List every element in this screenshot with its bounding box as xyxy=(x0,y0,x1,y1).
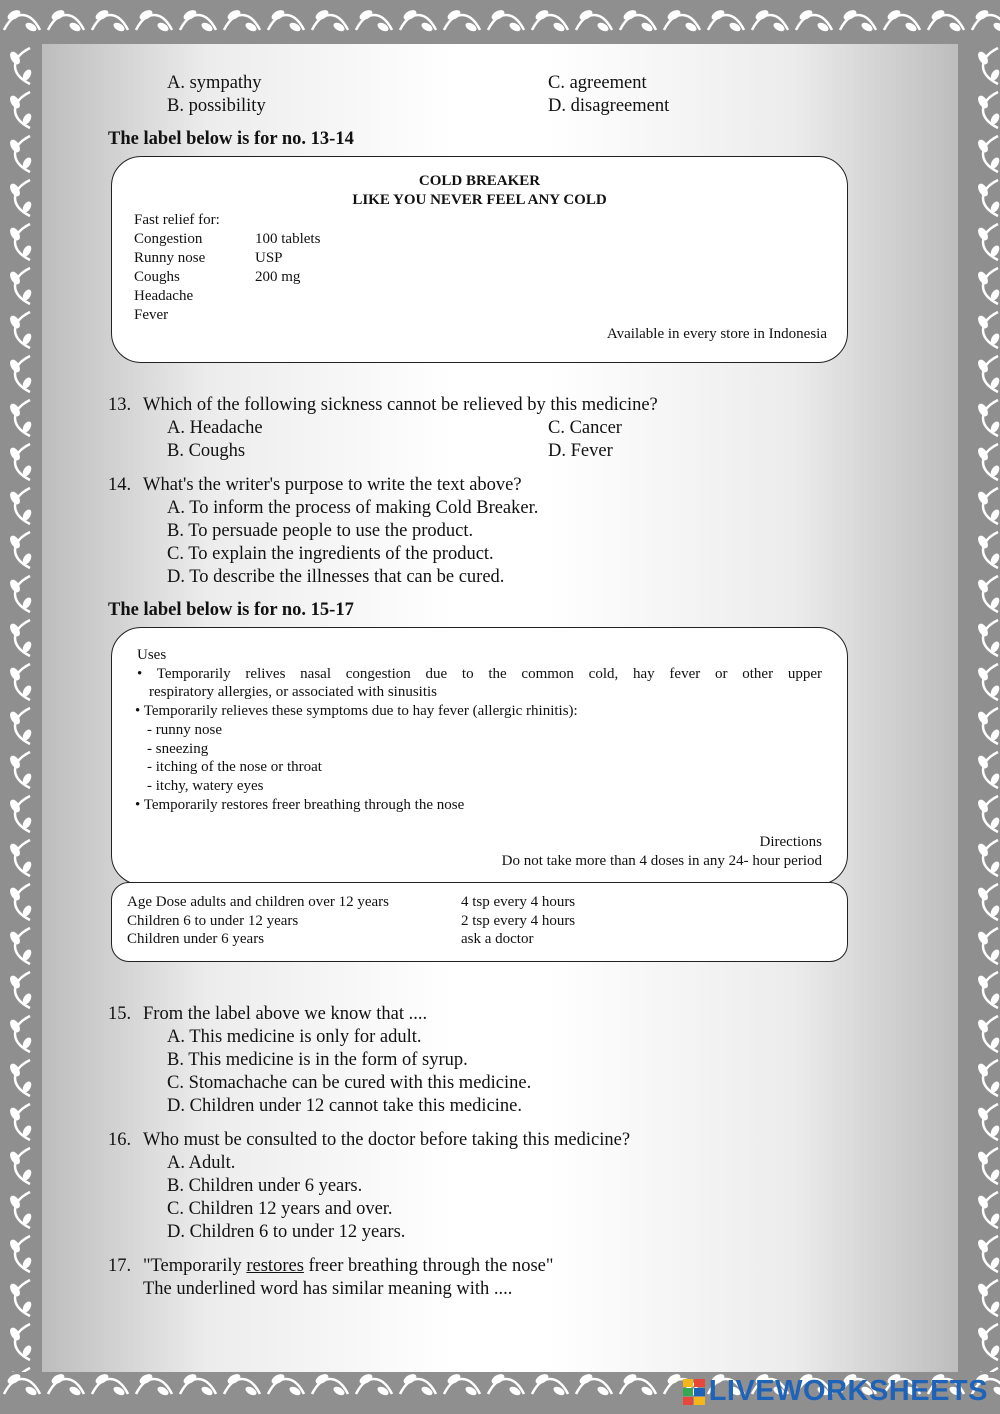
q14-option-a[interactable]: A. To inform the process of making Cold Breaker. xyxy=(167,498,539,518)
use-item: • Temporarily relives nasal congestion due to the common cold, hay fever or other upper xyxy=(137,666,822,682)
q15-option-c[interactable]: C. Stomachache can be cured with this medicine. xyxy=(167,1073,532,1093)
uses-title: Uses xyxy=(137,647,167,663)
directions-title: Directions xyxy=(759,834,822,850)
question-number: 15. xyxy=(108,1004,132,1024)
q15-option-a[interactable]: A. This medicine is only for adult. xyxy=(167,1027,422,1047)
watermark-text: LIVEWORKSHEETS xyxy=(708,1375,988,1407)
label-title: COLD BREAKER xyxy=(418,173,541,189)
liveworksheets-logo xyxy=(683,1375,988,1408)
question-number: 17. xyxy=(108,1256,132,1276)
question-number: 14. xyxy=(108,475,132,495)
question-14-text: What's the writer's purpose to write the text above? xyxy=(143,475,522,495)
underlined-word: restores xyxy=(246,1256,304,1276)
label-slogan: LIKE YOU NEVER FEEL ANY COLD xyxy=(352,192,607,208)
product-detail: USP xyxy=(255,250,283,266)
symptom-subitem: - runny nose xyxy=(147,722,222,738)
q13-option-b[interactable]: B. Coughs xyxy=(167,441,246,461)
product-detail: 100 tablets xyxy=(255,231,321,247)
quote-start: "Temporarily xyxy=(143,1256,247,1276)
medicine-uses-label xyxy=(111,627,848,885)
dosage-table xyxy=(111,882,848,962)
dosage-amount: 4 tsp every 4 hours xyxy=(461,894,576,910)
symptom-subitem: - sneezing xyxy=(147,741,209,757)
label-intro: Fast relief for: xyxy=(134,212,220,228)
q13-option-d[interactable]: D. Fever xyxy=(548,441,613,461)
dosage-group: Children 6 to under 12 years xyxy=(127,913,299,929)
q13-option-a[interactable]: A. Headache xyxy=(167,418,263,438)
directions-text: Do not take more than 4 doses in any 24- hour period xyxy=(501,853,822,869)
liveworksheets-logo-icon xyxy=(683,1379,705,1405)
q16-option-d[interactable]: D. Children 6 to under 12 years. xyxy=(167,1222,406,1242)
symptom-subitem: - itchy, watery eyes xyxy=(147,778,264,794)
question-16-text: Who must be consulted to the doctor before taking this medicine? xyxy=(143,1130,631,1150)
dosage-group: Children under 6 years xyxy=(127,931,265,947)
product-detail: 200 mg xyxy=(255,269,301,285)
symptom-item: Fever xyxy=(134,307,169,323)
q14-option-c[interactable]: C. To explain the ingredients of the product. xyxy=(167,544,494,564)
symptom-item: Coughs xyxy=(134,269,180,285)
q14-option-b[interactable]: B. To persuade people to use the product. xyxy=(167,521,474,541)
availability-text: Available in every store in Indonesia xyxy=(606,326,827,342)
question-13-text: Which of the following sickness cannot be relieved by this medicine? xyxy=(143,395,658,415)
question-number: 13. xyxy=(108,395,132,415)
dosage-amount: 2 tsp every 4 hours xyxy=(461,913,576,929)
q16-option-a[interactable]: A. Adult. xyxy=(167,1153,236,1173)
option-a[interactable]: A. sympathy xyxy=(167,73,262,93)
dosage-group: Age Dose adults and children over 12 years xyxy=(127,894,390,910)
use-item: • Temporarily restores freer breathing through the nose xyxy=(135,797,465,813)
q16-option-b[interactable]: B. Children under 6 years. xyxy=(167,1176,363,1196)
option-c[interactable]: C. agreement xyxy=(548,73,647,93)
q15-option-d[interactable]: D. Children under 12 cannot take this medicine. xyxy=(167,1096,523,1116)
section-heading-13-14: The label below is for no. 13-14 xyxy=(108,129,354,149)
option-b[interactable]: B. possibility xyxy=(167,96,266,116)
symptom-item: Headache xyxy=(134,288,194,304)
use-item-continued: respiratory allergies, or associated with sinusitis xyxy=(149,684,437,700)
q15-option-b[interactable]: B. This medicine is in the form of syrup. xyxy=(167,1050,468,1070)
cold-breaker-label xyxy=(111,156,848,363)
q14-option-d[interactable]: D. To describe the illnesses that can be cured. xyxy=(167,567,505,587)
symptom-item: Runny nose xyxy=(134,250,206,266)
question-15-text: From the label above we know that .... xyxy=(143,1004,428,1024)
symptom-subitem: - itching of the nose or throat xyxy=(147,759,322,775)
symptom-item: Congestion xyxy=(134,231,203,247)
question-number: 16. xyxy=(108,1130,132,1150)
section-heading-15-17: The label below is for no. 15-17 xyxy=(108,600,354,620)
option-d[interactable]: D. disagreement xyxy=(548,96,670,116)
use-item: • Temporarily relieves these symptoms due to hay fever (allergic rhinitis): xyxy=(135,703,578,719)
dosage-amount: ask a doctor xyxy=(461,931,534,947)
q16-option-c[interactable]: C. Children 12 years and over. xyxy=(167,1199,393,1219)
quote-end: freer breathing through the nose" xyxy=(303,1256,554,1276)
question-17-prompt: The underlined word has similar meaning with .... xyxy=(143,1279,513,1299)
q13-option-c[interactable]: C. Cancer xyxy=(548,418,622,438)
question-17-text xyxy=(143,1255,553,1278)
